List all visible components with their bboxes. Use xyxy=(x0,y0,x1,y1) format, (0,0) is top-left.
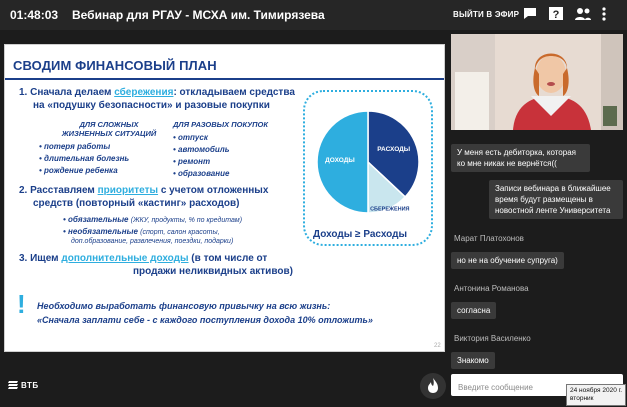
item-3-line-2: продажи неликвидных активов) xyxy=(133,266,293,277)
optional-note: (спорт, салон красоты, xyxy=(140,229,220,236)
col-1-heading xyxy=(49,120,169,138)
list-item: • рождение ребенка xyxy=(39,166,118,175)
chat-input-placeholder: Введите сообщение xyxy=(458,383,533,392)
item-1-text-a: 1. Сначала делаем xyxy=(19,87,115,98)
people-icon[interactable] xyxy=(574,6,592,22)
item-2-highlight: приоритеты xyxy=(97,185,159,196)
list-item-text: длительная болезнь xyxy=(44,154,130,163)
pie-label-0: ДОХОДЫ xyxy=(325,157,355,164)
mandatory-expenses: • обязательные (ЖКУ, продукты, % по кредитам) xyxy=(63,215,243,224)
speaker-video xyxy=(451,34,623,130)
list-item-text: ремонт xyxy=(178,157,211,166)
exit-broadcast-button[interactable]: ВЫЙТИ В ЭФИР xyxy=(453,10,520,19)
footer-line-1: Необходимо выработать финансовую привычку на всю жизнь: xyxy=(37,301,331,311)
list-item: • ремонт xyxy=(173,157,211,166)
chat-message xyxy=(451,252,564,269)
chat-message-line: время будут размещены в xyxy=(495,195,593,204)
item-2-text-b: с учетом отложенных xyxy=(158,185,269,196)
top-bar xyxy=(0,0,627,30)
presentation-slide xyxy=(4,44,445,352)
chat-message xyxy=(451,144,590,172)
svg-text:?: ? xyxy=(552,9,560,21)
chat-message xyxy=(451,302,496,319)
item-2-text-a: 2. Расставляем xyxy=(19,185,98,196)
optional-expenses: • необязательные (спорт, салон красоты, xyxy=(63,227,220,236)
list-item-text: образование xyxy=(178,169,230,178)
list-item: • длительная болезнь xyxy=(39,154,130,163)
chat-message-line: но не на обучение супруга) xyxy=(457,256,558,265)
list-item: • отпуск xyxy=(173,133,208,142)
vtb-logo-mark-icon xyxy=(8,381,19,389)
question-icon[interactable] xyxy=(548,6,566,22)
chat-message-line: ко мне никак не вернётся(( xyxy=(457,159,557,168)
item-1 xyxy=(19,87,295,98)
chat-message xyxy=(451,352,495,369)
col-1-heading-line-1: ДЛЯ СЛОЖНЫХ xyxy=(79,120,139,129)
col-2-heading: ДЛЯ РАЗОВЫХ ПОКУПОК xyxy=(173,120,269,129)
fire-icon xyxy=(420,373,446,399)
chat-message-line: новостной ленте Университета xyxy=(495,206,611,215)
optional-label: необязательные xyxy=(68,227,138,236)
vtb-logo xyxy=(8,381,39,390)
title-divider xyxy=(5,78,445,80)
item-1-line-2: на «подушку безопасности» и разовые покупки xyxy=(33,100,270,111)
speaker-image xyxy=(451,34,623,130)
webinar-title: Вебинар для РГАУ - МСХА им. Тимирязева xyxy=(72,8,325,22)
mandatory-note: (ЖКУ, продукты, % по кредитам) xyxy=(130,217,243,224)
slide-page-number: 22 xyxy=(434,343,441,349)
more-icon[interactable] xyxy=(600,6,618,22)
optional-note-line-2: доп.образование, развлечения, поездки, подарки) xyxy=(71,238,234,245)
list-item-text: рождение ребенка xyxy=(44,166,118,175)
exclamation-icon: ! xyxy=(17,289,26,319)
list-item: • образование xyxy=(173,169,230,178)
pie-label-2: СБЕРЕЖЕНИЯ xyxy=(370,206,410,213)
item-2 xyxy=(19,185,268,196)
chat-author: Виктория Василенко xyxy=(454,334,531,343)
col-1-heading-line-2: ЖИЗНЕННЫХ СИТУАЦИЙ xyxy=(61,129,157,138)
list-item: • потеря работы xyxy=(39,142,111,151)
item-3 xyxy=(19,253,267,264)
chat-message-line: Знакомо xyxy=(457,356,489,365)
list-item: • автомобиль xyxy=(173,145,230,154)
col-2-list xyxy=(173,132,229,180)
reaction-button[interactable] xyxy=(420,373,446,399)
income-expense-comparison: Доходы ≥ Расходы xyxy=(313,229,408,240)
tooltip-weekday: вторник xyxy=(570,395,594,402)
mandatory-label: обязательные xyxy=(68,215,129,224)
chat-icon[interactable] xyxy=(522,6,540,22)
pie-chart xyxy=(303,90,433,230)
item-3-text-a: 3. Ищем xyxy=(19,253,62,264)
item-3-text-b: (в том числе от xyxy=(188,253,268,264)
col-1-list xyxy=(39,141,129,177)
item-2-line-2: средств (повторный «кастинг» расходов) xyxy=(33,198,240,209)
list-item-text: отпуск xyxy=(178,133,208,142)
list-item-text: потеря работы xyxy=(44,142,111,151)
tooltip-date: 24 ноября 2020 г. xyxy=(570,387,622,394)
chat-author: Марат Платохонов xyxy=(454,234,524,243)
item-1-text-b: : откладываем средства xyxy=(173,87,295,98)
vtb-logo-text: ВТБ xyxy=(21,381,39,390)
item-1-highlight: сбережения xyxy=(114,87,174,98)
broadcast-timer: 01:48:03 xyxy=(10,8,59,22)
list-item-text: автомобиль xyxy=(178,145,230,154)
date-tooltip xyxy=(566,384,626,406)
chat-message-line: Записи вебинара в ближайшее xyxy=(495,184,611,193)
chat-message-line: согласна xyxy=(457,306,491,315)
chat-message-own xyxy=(489,180,623,219)
slide-title: СВОДИМ ФИНАНСОВЫЙ ПЛАН xyxy=(13,58,217,73)
pie-label-1: РАСХОДЫ xyxy=(377,145,411,153)
chat-message-line: У меня есть дебиторка, которая xyxy=(457,148,576,157)
item-3-highlight: дополнительные доходы xyxy=(61,253,189,264)
chat-author: Антонина Романова xyxy=(454,284,529,293)
footer-line-2: «Сначала заплати себе - с каждого поступления дохода 10% отложить» xyxy=(37,315,373,325)
